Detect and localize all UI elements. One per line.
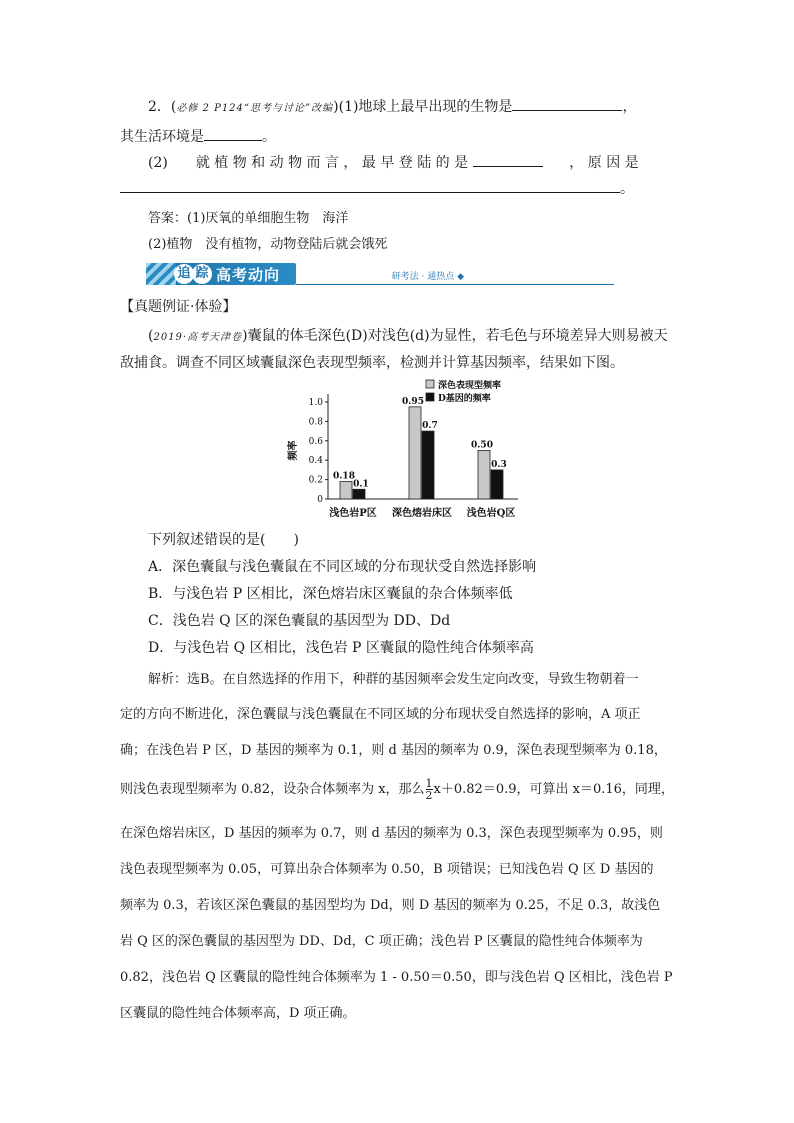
bar-dark-phenotype-1 xyxy=(409,407,421,499)
bar-value-label: 0.18 xyxy=(333,471,355,482)
explanation-line-8: 岩 Q 区的深色囊鼠的基因型为 DD、Dd，C 项正确；浅色岩 P 区囊鼠的隐性纯合体频率为 xyxy=(120,934,643,949)
fraction-numerator: 1 xyxy=(425,777,433,790)
question-text-1: )囊鼠的体毛深色(D)对浅色(d)为显性，若毛色与环境差异大则易被天 xyxy=(242,328,668,344)
y-tick-label: 1.0 xyxy=(308,398,323,408)
banner-badge-icon-2: 踪 xyxy=(192,264,212,284)
question-line-2: 敌捕食。调查不同区域囊鼠深色表现型频率，检测并计算基因频率，结果如下图。 xyxy=(120,355,624,371)
bar-value-label: 0.1 xyxy=(353,479,369,490)
bar-value-label: 0.95 xyxy=(402,396,424,407)
explanation-formula-post: x＋0.82＝0.9，可算出 x＝0.16，同理， xyxy=(433,782,674,797)
explanation-line-10: 区囊鼠的隐性纯合体频率高，D 项正确。 xyxy=(120,1006,356,1021)
option-b[interactable]: B．与浅色岩 P 区相比，深色熔岩床区囊鼠的杂合体频率低 xyxy=(148,586,513,602)
answer-blank-4[interactable] xyxy=(120,178,620,193)
banner-underline xyxy=(296,284,614,285)
q2-part2-text: (2) 就 植 物 和 动 物 而 言 ， 最 早 登 陆 的 是 xyxy=(148,155,469,171)
bar-value-label: 0.50 xyxy=(471,440,493,451)
x-category-label: 浅色岩Q区 xyxy=(466,508,516,519)
question-prompt: 下列叙述错误的是( ) xyxy=(148,532,299,548)
section-banner xyxy=(146,263,468,285)
q2-line2-text: 其生活环境是 xyxy=(120,129,204,145)
q2-number: 2．( xyxy=(148,99,177,115)
y-axis-label: 频率 xyxy=(288,440,299,461)
bar-value-label: 0.7 xyxy=(422,421,438,432)
option-c[interactable]: C．浅色岩 Q 区的深色囊鼠的基因型为 DD、Dd xyxy=(148,613,451,629)
answer-blank-1[interactable] xyxy=(512,96,622,111)
bar-chart xyxy=(286,376,526,524)
y-tick-label: 0 xyxy=(317,495,323,505)
answer-line-2: (2)植物 没有植物，动物登陆后就会饿死 xyxy=(148,237,388,252)
banner-stripe xyxy=(146,263,176,285)
banner-title: 高考动向 xyxy=(216,266,281,284)
q2-line1 xyxy=(148,96,636,116)
explanation-line-7: 频率为 0.3，若该区深色囊鼠的基因型均为 Dd，则 D 基因的频率为 0.25，不足 0.3，故浅色 xyxy=(120,898,661,913)
answer-blank-2[interactable] xyxy=(204,126,262,141)
explanation-line-6: 浅色表现型频率为 0.05，可算出杂合体频率为 0.50，B 项错误；已知浅色岩 Q 区 D 基因的 xyxy=(120,862,654,877)
explanation-line-2: 定的方向不断进化，深色囊鼠与浅色囊鼠在不同区域的分布现状受自然选择的影响，A 项正 xyxy=(120,707,641,722)
y-tick-label: 0.8 xyxy=(308,417,323,428)
q2-line3 xyxy=(148,152,639,172)
explanation-line-3: 确；在浅色岩 P 区，D 基因的频率为 0.1，则 d 基因的频率为 0.9，深色表现型频率为 0.18， xyxy=(120,743,667,758)
bar-dark-phenotype-2 xyxy=(478,451,490,500)
explanation-line-formula xyxy=(120,778,674,801)
x-category-label: 深色熔岩床区 xyxy=(392,508,452,519)
legend-swatch-1 xyxy=(426,393,434,401)
q2-line2-period: 。 xyxy=(262,129,276,145)
fraction-denominator: 2 xyxy=(425,789,433,802)
banner-subtitle: 研考法 · 通热点 ◆ xyxy=(391,272,464,282)
q2-part1-text: )(1)地球上最早出现的生物是 xyxy=(333,99,513,115)
q2-line2 xyxy=(120,126,276,146)
x-category-label: 浅色岩P区 xyxy=(329,508,377,519)
q2-comma: ， xyxy=(622,99,637,115)
answer-blank-3[interactable] xyxy=(473,152,543,167)
bar-value-label: 0.3 xyxy=(491,459,507,470)
bar-d-gene-0 xyxy=(353,489,365,499)
explanation-line-9: 0.82，浅色岩 Q 区囊鼠的隐性纯合体频率为 1 - 0.50＝0.50，即与浅色岩 Q 区相比，浅色岩 P xyxy=(120,970,673,985)
y-tick-label: 0.4 xyxy=(308,456,323,467)
q2-source: 必修 2 P124“思考与讨论”改编 xyxy=(176,103,334,114)
question-line-1: (2019·高考天津卷)囊鼠的体毛深色(D)对浅色(d)为显性，若毛色与环境差异大则易被天 xyxy=(148,328,668,344)
legend-label-1: D基因的频率 xyxy=(438,394,491,404)
answer-line-1: 答案：(1)厌氧的单细胞生物 海洋 xyxy=(148,211,349,226)
q2-reason-text: ， 原 因 是 xyxy=(569,155,639,171)
fraction xyxy=(426,778,433,801)
section-heading: 【真题例证·体验】 xyxy=(120,299,237,315)
explanation-line-5: 在深色熔岩床区，D 基因的频率为 0.7，则 d 基因的频率为 0.3，深色表现型频率为 0.95，则 xyxy=(120,826,663,841)
y-tick-label: 0.6 xyxy=(308,436,323,447)
legend-label-0: 深色表现型频率 xyxy=(438,381,502,391)
option-d[interactable]: D．与浅色岩 Q 区相比，浅色岩 P 区囊鼠的隐性纯合体频率高 xyxy=(148,640,534,656)
y-tick-label: 0.2 xyxy=(308,475,323,486)
bar-dark-phenotype-0 xyxy=(340,482,352,499)
explanation-line-1: 解析：选B。在自然选择的作用下，种群的基因频率会发生定向改变，导致生物朝着一 xyxy=(148,672,639,687)
banner-badge-icon: 追 xyxy=(174,264,194,284)
q2-line4 xyxy=(120,178,634,198)
bar-d-gene-1 xyxy=(422,431,434,499)
q2-line4-period: 。 xyxy=(620,181,634,197)
question-source: 2019·高考天津卷 xyxy=(153,332,243,343)
explanation-formula-pre: 则浅色表现型频率为 0.82，设杂合体频率为 x，那么 xyxy=(120,782,425,797)
legend-swatch-0 xyxy=(426,380,434,388)
option-a[interactable]: A．深色囊鼠与浅色囊鼠在不同区域的分布现状受自然选择影响 xyxy=(148,559,537,575)
bar-d-gene-2 xyxy=(491,470,503,499)
